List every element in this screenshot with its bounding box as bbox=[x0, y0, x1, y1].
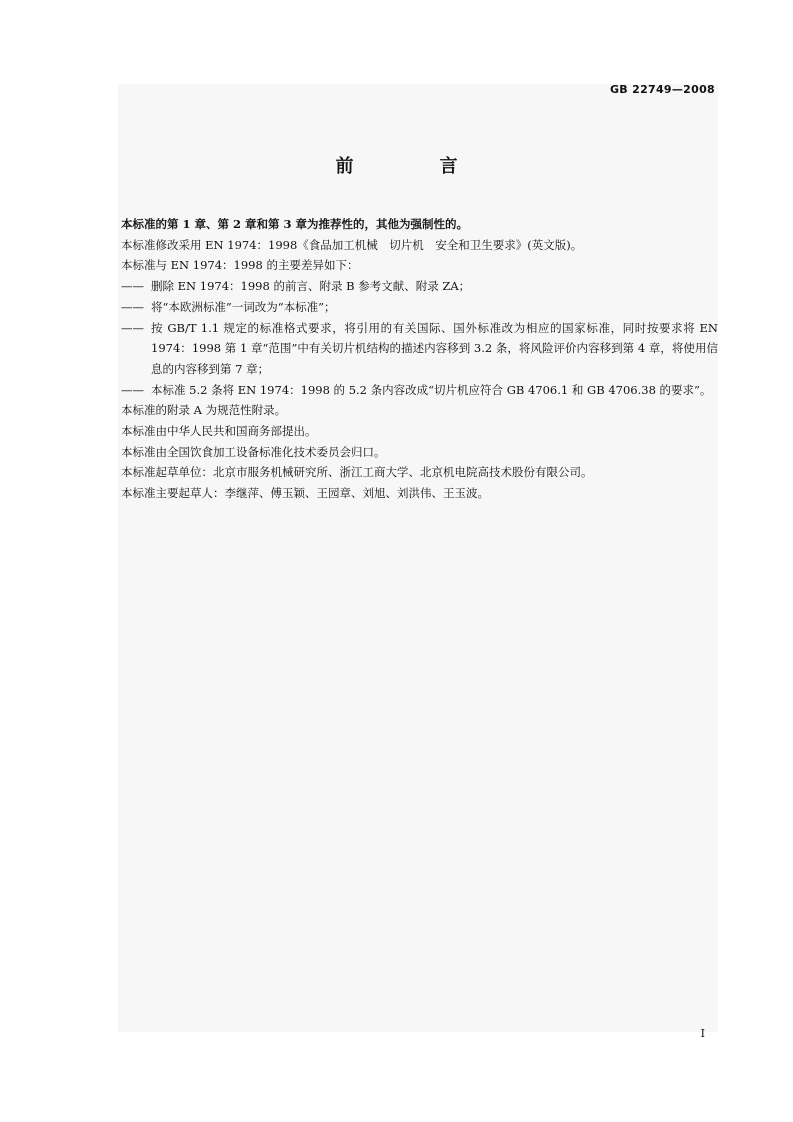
paragraph-annex-note: 本标准的附录 A 为规范性附录。 bbox=[121, 403, 287, 418]
paragraph-drafting-units: 本标准起草单位：北京市服务机械研究所、浙江工商大学、北京机电院高技术股份有限公司。 bbox=[121, 465, 593, 480]
standard-number: GB 22749—2008 bbox=[609, 83, 715, 96]
difference-text: 删除 EN 1974：1998 的前言、附录 B 参考文献、附录 ZA； bbox=[151, 279, 471, 294]
difference-text: 将“本欧洲标准”一词改为“本标准”； bbox=[151, 299, 336, 314]
dash-marker: —— bbox=[121, 382, 144, 397]
difference-text: 本标准 5.2 条将 EN 1974：1998 的 5.2 条内容改成“切片机应符合 GB 4706.1 和 GB 4706.38 的要求”。 bbox=[151, 382, 712, 397]
paragraph-proposed-by: 本标准由中华人民共和国商务部提出。 bbox=[121, 424, 317, 439]
difference-item bbox=[121, 380, 718, 401]
paragraph-recommended-chapters: 本标准的第 1 章、第 2 章和第 3 章为推荐性的，其他为强制性的。 bbox=[121, 217, 469, 231]
paragraph-drafters: 本标准主要起草人：李继萍、傅玉颖、王园章、刘旭、刘洪伟、王玉波。 bbox=[121, 486, 489, 501]
difference-item bbox=[121, 297, 718, 318]
paragraph-differences-intro: 本标准与 EN 1974：1998 的主要差异如下： bbox=[121, 258, 359, 273]
document-body bbox=[121, 214, 718, 504]
page-number: I bbox=[700, 1027, 705, 1040]
paragraph-adoption-statement: 本标准修改采用 EN 1974：1998《食品加工机械 切片机 安全和卫生要求》(英文版)。 bbox=[121, 237, 583, 252]
dash-marker: —— bbox=[121, 320, 144, 335]
difference-item bbox=[121, 318, 718, 380]
paragraph-centralized-by: 本标准由全国饮食加工设备标准化技术委员会归口。 bbox=[121, 444, 386, 459]
difference-item bbox=[121, 276, 718, 297]
dash-marker: —— bbox=[121, 299, 144, 314]
difference-text: 按 GB/T 1.1 规定的标准格式要求，将引用的有关国际、国外标准改为相应的国家标准，同时按要求将 EN 1974：1998 第 1 章“范围”中有关切片机结构的描述内容移到 3.2 条，将风险评价内容移到第 4 章，将使用信息的内容移到第 7 章； bbox=[151, 320, 718, 376]
dash-marker: —— bbox=[121, 279, 144, 294]
page-title: 前 言 bbox=[335, 156, 492, 177]
